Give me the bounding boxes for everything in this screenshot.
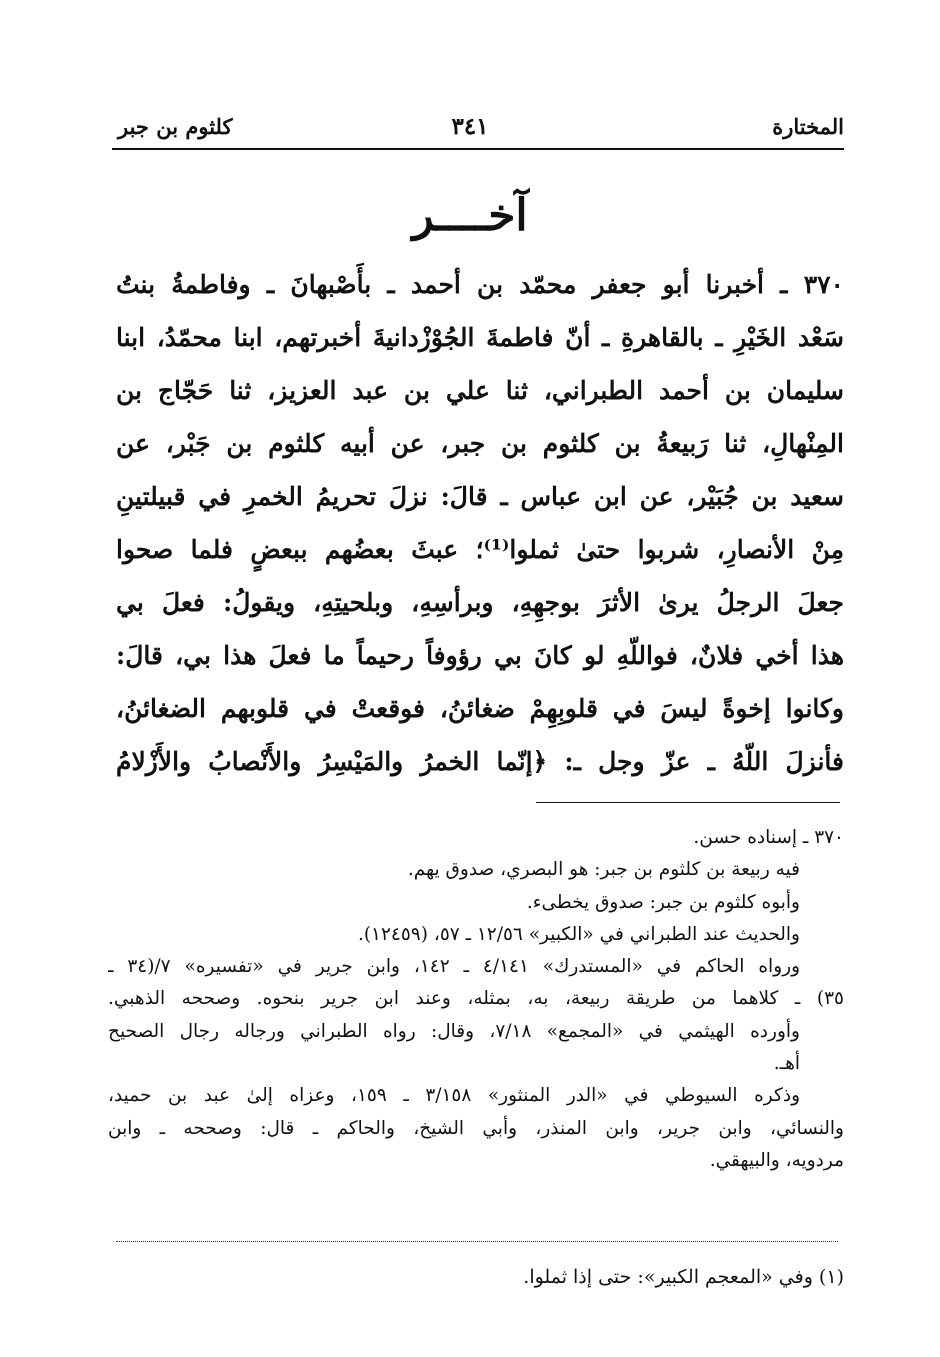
section-title: آخــــر bbox=[412, 190, 528, 241]
footnote: (١) وفي «المعجم الكبير»: حتى إذا ثملوا. bbox=[523, 1266, 844, 1288]
running-header-chapter: كلثوم بن جبر bbox=[118, 114, 233, 139]
note-line: وأبوه كلثوم بن جبر: صدوق يخطىء. bbox=[526, 891, 800, 913]
note-line: ٣٧٠ ـ إسناده حسن. bbox=[693, 827, 844, 848]
main-text-line: جعلَ الرجلُ يرىٰ الأثرَ بوجهِهِ، وبرأسِهِ، وبلحيتِهِ، ويقولُ: فعلَ بي bbox=[116, 588, 844, 617]
footnote-separator bbox=[116, 1241, 838, 1242]
main-text-line: وكانوا إخوةً ليسَ في قلوبِهِمْ ضغائنُ، فوقعتْ في قلوبهم الضغائنُ، bbox=[116, 694, 844, 723]
notes-separator bbox=[536, 802, 840, 803]
running-header-book-title: المختارة bbox=[772, 114, 844, 139]
main-text-line: سليمان بن أحمد الطبراني، ثنا علي بن عبد العزيز، ثنا حَجّاج بن bbox=[116, 376, 844, 405]
note-line: ٣٥) ـ كلاهما من طريقة ربيعة، به، بمثله، وعند ابن جرير بنحوه. وصححه الذهبي. bbox=[108, 988, 844, 1010]
header-rule bbox=[112, 148, 844, 150]
main-text-line: المِنْهالِ، ثنا رَبيعةُ بن كلثوم بن جبر، عن أبيه كلثوم بن جَبْر، عن bbox=[116, 429, 844, 458]
note-line: مردويه، والبيهقي. bbox=[709, 1149, 844, 1171]
note-line: ورواه الحاكم في «المستدرك» ٤/١٤١ ـ ١٤٢، وابن جرير في «تفسيره» ٧/(٣٤ ـ bbox=[108, 956, 800, 978]
note-line: أهـ. bbox=[773, 1053, 800, 1075]
note-line: فيه ربيعة بن كلثوم بن جبر: هو البصري، صدوق يهم. bbox=[407, 859, 800, 881]
main-text-line: مِنْ الأنصارِ، شربوا حتىٰ ثملوا⁽¹⁾؛ عبثَ بعضُهم ببعضٍ فلما صحوا bbox=[116, 535, 844, 564]
main-text-line: هذا أخي فلانٌ، فواللّهِ لو كانَ بي رؤوفاً رحيماً ما فعلَ هذا بي، قالَ: bbox=[116, 641, 844, 670]
note-line: والحديث عند الطبراني في «الكبير» ١٢/٥٦ ـ ٥٧، (١٢٤٥٩). bbox=[357, 923, 800, 945]
page-number: ٣٤١ bbox=[451, 113, 489, 140]
note-line: وذكره السيوطي في «الدر المنثور» ٣/١٥٨ ـ ١٥٩، وعزاه إلىٰ عبد بن حميد، bbox=[108, 1085, 800, 1107]
note-line: وأورده الهيثمي في «المجمع» ٧/١٨، وقال: رواه الطبراني ورجاله رجال الصحيح bbox=[108, 1020, 800, 1042]
note-line: والنسائي، وابن جرير، وابن المنذر، وأبي الشيخ، والحاكم ـ قال: وصححه ـ وابن bbox=[108, 1117, 844, 1139]
main-text-line: ٣٧٠ ـ أخبرنا أبو جعفر محمّد بن أحمد ـ بأَصْبهانَ ـ وفاطمةُ بنتُ bbox=[116, 270, 844, 299]
main-text-line: سَعْد الخَيْرِ ـ بالقاهرةِ ـ أنّ فاطمةَ الجُوْزْدانيةَ أخبرتهم، ابنا محمّدُ، ابنا bbox=[116, 323, 844, 352]
main-text-line: سعيد بن جُبَيْر، عن ابن عباس ـ قالَ: نزلَ تحريمُ الخمرِ في قبيلتينِ bbox=[116, 482, 844, 511]
main-text-line: فأنزلَ اللّهُ ـ عزّ وجل ـ: ﴿إنّما الخمرُ والمَيْسِرُ والأَنْصابُ والأَزْلامُ bbox=[116, 747, 844, 776]
main-text bbox=[116, 258, 844, 788]
hadith-notes bbox=[108, 822, 844, 1177]
